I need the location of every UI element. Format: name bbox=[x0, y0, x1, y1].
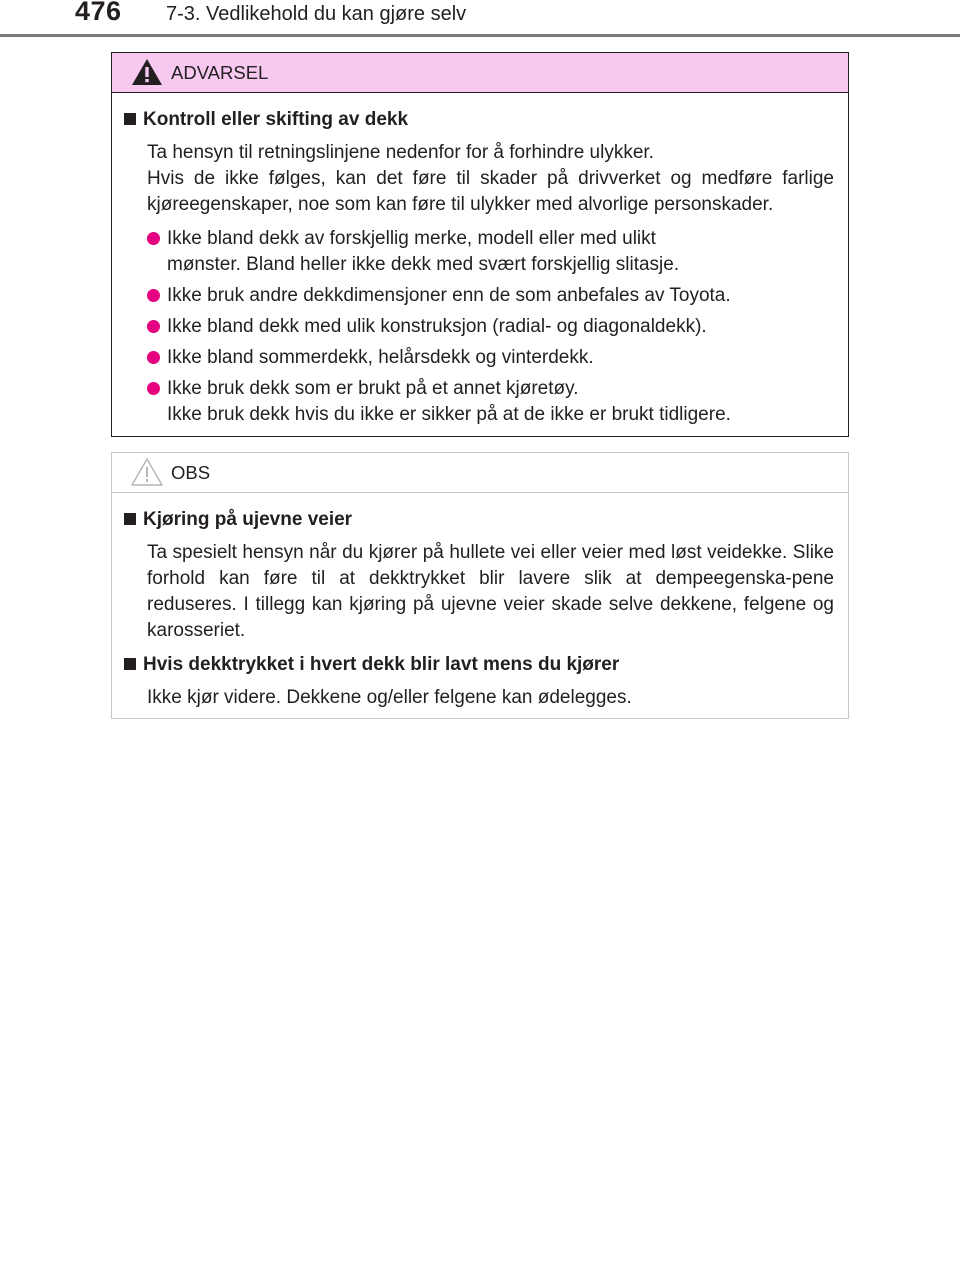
bullet-item bbox=[147, 314, 834, 340]
bullet-text: Ikke bland dekk av forskjellig merke, modell eller med ulikt bbox=[167, 228, 656, 249]
square-bullet-icon bbox=[124, 658, 136, 670]
page-header bbox=[0, 0, 960, 40]
intro-line: Ta hensyn til retningslinjene nedenfor for å forhindre ulykker. bbox=[147, 142, 654, 163]
caution-outline-triangle-icon bbox=[130, 456, 164, 488]
warning-triangle-icon bbox=[130, 56, 164, 88]
bullet-dot-icon bbox=[147, 320, 160, 333]
notice-label: OBS bbox=[171, 462, 211, 483]
section-heading bbox=[124, 509, 834, 531]
bullet-text: mønster. Bland heller ikke dekk med svært forskjellig slitasje. bbox=[167, 254, 680, 275]
section-paragraph: Ta spesielt hensyn når du kjører på hullete vei eller veier med løst veidekke. Slike forhold kan føre til at dekktrykket blir lavere slik at dempeegenska-pene reduseres. I tillegg kan kjøring på ujevne veier skade selve dekkene, felgene og karosseriet. bbox=[147, 542, 834, 641]
warning-box-header bbox=[112, 53, 848, 93]
bullet-text: Ikke bland dekk med ulik konstruksjon (radial- og diagonaldekk). bbox=[167, 316, 707, 337]
warning-label: ADVARSEL bbox=[171, 62, 269, 83]
section-paragraph: Ikke kjør videre. Dekkene og/eller felgene kan ødelegges. bbox=[147, 687, 632, 708]
warning-box bbox=[111, 52, 849, 437]
warning-body bbox=[112, 93, 848, 428]
bullet-dot-icon bbox=[147, 289, 160, 302]
bullet-text: Ikke bruk dekk hvis du ikke er sikker på at de ikke er brukt tidligere. bbox=[167, 404, 731, 425]
bullet-text: Ikke bruk dekk som er brukt på et annet kjøretøy. bbox=[167, 378, 579, 399]
section-heading-text: Kontroll eller skifting av dekk bbox=[143, 109, 409, 130]
bullet-text: Ikke bruk andre dekkdimensjoner enn de som anbefales av Toyota. bbox=[167, 285, 731, 306]
header-rule bbox=[0, 34, 960, 37]
intro-paragraph: Hvis de ikke følges, kan det føre til skader på drivverket og medføre farlige kjøreegenskaper, noe som kan føre til ulykker med alvorlige personskader. bbox=[147, 168, 834, 215]
bullet-dot-icon bbox=[147, 232, 160, 245]
bullet-item bbox=[147, 283, 834, 309]
square-bullet-icon bbox=[124, 113, 136, 125]
section-heading bbox=[124, 109, 834, 131]
notice-body bbox=[112, 493, 848, 711]
bullet-dot-icon bbox=[147, 382, 160, 395]
section-heading bbox=[124, 654, 834, 676]
notice-box bbox=[111, 452, 849, 719]
section-heading-text: Hvis dekktrykket i hvert dekk blir lavt mens du kjører bbox=[143, 654, 620, 675]
bullet-item bbox=[147, 376, 834, 428]
section-heading-text: Kjøring på ujevne veier bbox=[143, 509, 353, 530]
notice-box-header bbox=[112, 453, 848, 493]
section-title: 7-3. Vedlikehold du kan gjøre selv bbox=[166, 3, 467, 25]
bullet-item bbox=[147, 345, 834, 371]
bullet-dot-icon bbox=[147, 351, 160, 364]
bullet-text: Ikke bland sommerdekk, helårsdekk og vinterdekk. bbox=[167, 347, 594, 368]
square-bullet-icon bbox=[124, 513, 136, 525]
bullet-item bbox=[147, 226, 834, 278]
page-number: 476 bbox=[75, 0, 122, 26]
